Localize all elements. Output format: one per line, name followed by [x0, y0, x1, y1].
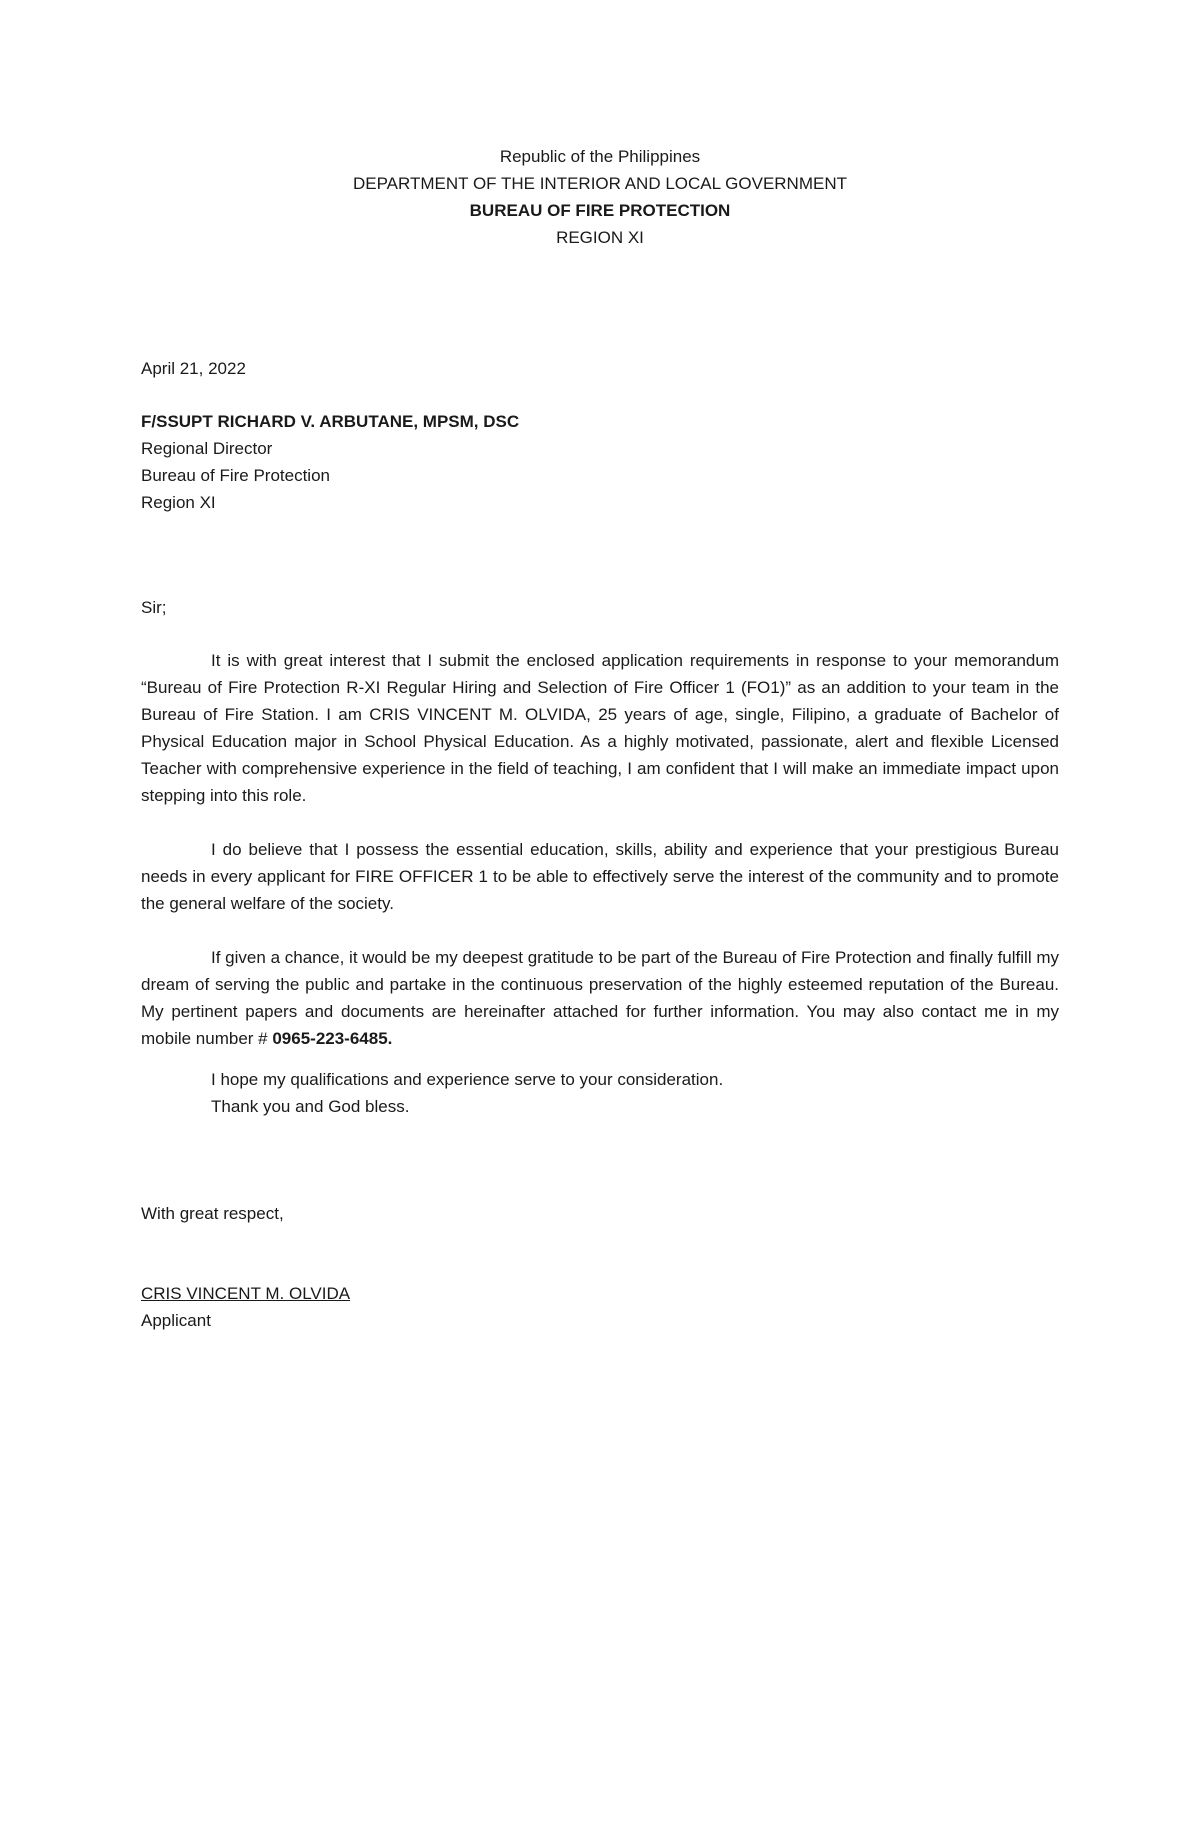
letterhead-region: REGION XI [556, 228, 644, 247]
letterhead [0, 143, 1200, 251]
letterhead-country: Republic of the Philippines [499, 147, 701, 166]
body-paragraph-2: I do believe that I possess the essential education, skills, ability and experience that your prestigious Bureau needs in every applicant for FIRE OFFICER 1 to be able to effectively serve the interest of the community and to promote the general welfare of the society. [141, 840, 1059, 913]
letterhead-bureau: BUREAU OF FIRE PROTECTION [469, 201, 731, 220]
recipient-region: Region XI [141, 493, 216, 512]
complimentary-close: With great respect, [141, 1204, 284, 1223]
mobile-number: 0965-223-6485 [272, 1029, 388, 1048]
signatory-name: CRIS VINCENT M. OLVIDA [141, 1284, 351, 1303]
closing-line-1: I hope my qualifications and experience serve to your consideration. [211, 1070, 724, 1089]
recipient-office: Bureau of Fire Protection [141, 466, 330, 485]
letterhead-department: DEPARTMENT OF THE INTERIOR AND LOCAL GOVERNMENT [352, 174, 847, 193]
letter-date: April 21, 2022 [141, 359, 246, 378]
body-paragraph-3-end: . [387, 1029, 393, 1048]
body-paragraph-1: It is with great interest that I submit the enclosed application requirements in response to your memorandum “Bureau of Fire Protection R-XI Regular Hiring and Selection of Fire Officer 1 (FO1)” as an addition to your team in the Bureau of Fire Station. I am CRIS VINCENT M. OLVIDA, 25 years of age, single, Filipino, a graduate of Bachelor of Physical Education major in School Physical Education. As a highly motivated, passionate, alert and flexible Licensed Teacher with comprehensive experience in the field of teaching, I am confident that I will make an immediate impact upon stepping into this role. [141, 651, 1059, 805]
recipient-block [141, 408, 1059, 516]
body-paragraph-3 [141, 944, 1059, 1052]
signature-block [141, 1280, 1059, 1334]
closing-lines [141, 1066, 1059, 1120]
closing-line-2: Thank you and God bless. [211, 1097, 410, 1116]
body-paragraph-3-text: If given a chance, it would be my deepest gratitude to be part of the Bureau of Fire Protection and finally fulfill my dream of serving the public and partake in the continuous preservation of the highly esteemed reputation of the Bureau. My pertinent papers and documents are hereinafter attached for further information. You may also contact me in my mobile number # [141, 948, 1059, 1048]
recipient-name: F/SSUPT RICHARD V. ARBUTANE, MPSM, DSC [141, 412, 520, 431]
signatory-role: Applicant [141, 1311, 211, 1330]
letter-body [141, 647, 1059, 1079]
recipient-title: Regional Director [141, 439, 273, 458]
salutation: Sir; [141, 598, 167, 617]
